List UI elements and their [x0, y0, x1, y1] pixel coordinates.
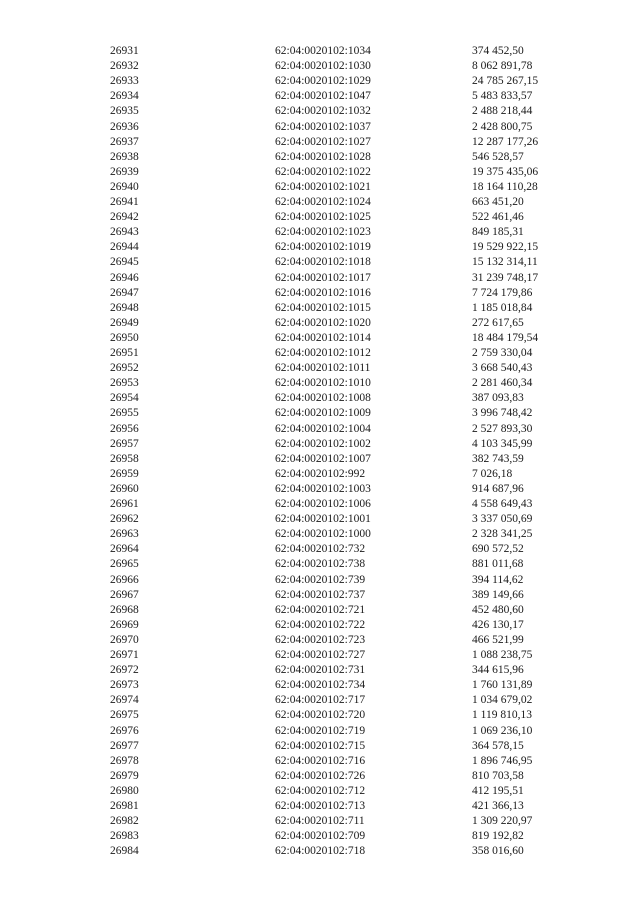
cadastral-value: 412 195,51: [472, 784, 524, 797]
row-number: 26946: [110, 271, 139, 284]
table-row: [0, 497, 640, 512]
cadastral-value: 1 069 236,10: [472, 724, 533, 737]
row-number: 26954: [110, 392, 139, 405]
cadastral-value: 466 521,99: [472, 633, 524, 646]
table-row: [0, 195, 640, 210]
cadastral-value: 374 452,50: [472, 45, 524, 57]
cadastral-number: 62:04:0020102:1007: [275, 452, 371, 465]
cadastral-number: 62:04:0020102:1024: [275, 196, 371, 208]
row-number: 26959: [110, 467, 139, 480]
cadastral-value: 1 896 746,95: [472, 754, 533, 767]
cadastral-value: 663 451,20: [472, 196, 524, 208]
cadastral-number: 62:04:0020102:739: [275, 573, 366, 586]
row-number: 26958: [110, 452, 139, 465]
row-number: 26976: [110, 724, 139, 737]
row-number: 26953: [110, 377, 139, 390]
row-number: 26956: [110, 422, 139, 435]
table-row: [0, 376, 640, 391]
cadastral-number: 62:04:0020102:1012: [275, 347, 371, 359]
table-row: [0, 512, 640, 527]
cadastral-number: 62:04:0020102:1018: [275, 256, 371, 269]
cadastral-number: 62:04:0020102:1034: [275, 45, 371, 57]
table-row: [0, 799, 640, 814]
row-number: 26938: [110, 150, 139, 163]
cadastral-number: 62:04:0020102:1030: [275, 60, 371, 73]
cadastral-number: 62:04:0020102:1025: [275, 211, 371, 224]
cadastral-number: 62:04:0020102:1009: [275, 407, 371, 420]
cadastral-value: 2 281 460,34: [472, 377, 533, 390]
cadastral-value: 12 287 177,26: [472, 135, 539, 148]
cadastral-number: 62:04:0020102:1020: [275, 316, 371, 329]
cadastral-value: 546 528,57: [472, 150, 524, 163]
cadastral-value: 1 185 018,84: [472, 301, 533, 314]
row-number: 26942: [110, 211, 139, 224]
table-row: [0, 754, 640, 769]
table-row: [0, 271, 640, 286]
cadastral-number: 62:04:0020102:723: [275, 633, 366, 646]
row-number: 26964: [110, 543, 139, 556]
cadastral-value: 31 239 748,17: [472, 271, 539, 284]
table-row: [0, 844, 640, 859]
cadastral-value: 3 668 540,43: [472, 362, 533, 375]
cadastral-value: 389 149,66: [472, 588, 524, 601]
cadastral-value: 18 164 110,28: [472, 180, 538, 193]
cadastral-number: 62:04:0020102:726: [275, 769, 366, 782]
row-number: 26934: [110, 90, 139, 103]
cadastral-number: 62:04:0020102:738: [275, 558, 366, 571]
cadastral-value: 24 785 267,15: [472, 75, 539, 88]
cadastral-number: 62:04:0020102:1017: [275, 271, 371, 284]
row-number: 26960: [110, 482, 139, 495]
cadastral-value: 452 480,60: [472, 603, 524, 616]
table-row: [0, 452, 640, 467]
row-number: 26944: [110, 241, 139, 254]
cadastral-value: 19 529 922,15: [472, 241, 539, 254]
row-number: 26974: [110, 694, 139, 707]
cadastral-value: 1 034 679,02: [472, 694, 533, 707]
cadastral-number: 62:04:0020102:720: [275, 709, 366, 722]
cadastral-value: 382 743,59: [472, 452, 524, 465]
row-number: 26935: [110, 105, 139, 118]
table-row: [0, 240, 640, 255]
row-number: 26961: [110, 498, 139, 510]
table-row: [0, 618, 640, 633]
cadastral-number: 62:04:0020102:1047: [275, 90, 371, 103]
row-number: 26975: [110, 709, 139, 722]
cadastral-number: 62:04:0020102:1027: [275, 135, 371, 148]
cadastral-value: 2 759 330,04: [472, 347, 533, 359]
table-row: [0, 542, 640, 557]
cadastral-number: 62:04:0020102:1001: [275, 513, 371, 526]
row-number: 26965: [110, 558, 139, 571]
cadastral-number: 62:04:0020102:719: [275, 724, 366, 737]
cadastral-number: 62:04:0020102:727: [275, 649, 366, 661]
cadastral-value: 7 026,18: [472, 467, 513, 480]
table-row: [0, 89, 640, 104]
row-number: 26978: [110, 754, 139, 767]
cadastral-value: 15 132 314,11: [472, 256, 538, 269]
row-number: 26963: [110, 528, 139, 541]
table-row: [0, 165, 640, 180]
table-row: [0, 301, 640, 316]
table-row: [0, 573, 640, 588]
cadastral-number: 62:04:0020102:1003: [275, 482, 371, 495]
cadastral-number: 62:04:0020102:722: [275, 618, 366, 631]
cadastral-value: 272 617,65: [472, 316, 524, 329]
cadastral-value: 881 011,68: [472, 558, 524, 571]
table-row: [0, 406, 640, 421]
row-number: 26949: [110, 316, 139, 329]
table-row: [0, 391, 640, 406]
row-number: 26931: [110, 45, 139, 57]
table-row: [0, 557, 640, 572]
cadastral-number: 62:04:0020102:1011: [275, 362, 371, 375]
cadastral-value: 18 484 179,54: [472, 331, 539, 344]
row-number: 26933: [110, 75, 139, 88]
table-row: [0, 422, 640, 437]
table-row: [0, 633, 640, 648]
table-row: [0, 784, 640, 799]
row-number: 26971: [110, 649, 139, 661]
row-number: 26968: [110, 603, 139, 616]
table-row: [0, 74, 640, 89]
cadastral-number: 62:04:0020102:1028: [275, 150, 371, 163]
cadastral-value: 690 572,52: [472, 543, 524, 556]
cadastral-value: 1 088 238,75: [472, 649, 533, 661]
table-row: [0, 286, 640, 301]
row-number: 26982: [110, 815, 139, 828]
row-number: 26939: [110, 165, 139, 178]
row-number: 26940: [110, 180, 139, 193]
cadastral-value: 426 130,17: [472, 618, 524, 631]
row-number: 26981: [110, 800, 139, 812]
row-number: 26969: [110, 618, 139, 631]
row-number: 26983: [110, 830, 139, 843]
cadastral-number: 62:04:0020102:716: [275, 754, 366, 767]
cadastral-number: 62:04:0020102:1002: [275, 437, 371, 450]
table-row: [0, 135, 640, 150]
row-number: 26936: [110, 120, 139, 133]
cadastral-value: 2 488 218,44: [472, 105, 533, 118]
cadastral-value: 8 062 891,78: [472, 60, 533, 73]
cadastral-number: 62:04:0020102:732: [275, 543, 366, 556]
table-row: [0, 467, 640, 482]
cadastral-number: 62:04:0020102:1008: [275, 392, 371, 405]
cadastral-number: 62:04:0020102:1006: [275, 498, 371, 510]
cadastral-number: 62:04:0020102:1016: [275, 286, 371, 299]
cadastral-number: 62:04:0020102:1023: [275, 226, 371, 239]
row-number: 26932: [110, 60, 139, 73]
cadastral-number: 62:04:0020102:711: [275, 815, 365, 828]
cadastral-value: 4 558 649,43: [472, 498, 533, 510]
cadastral-value: 3 337 050,69: [472, 513, 533, 526]
row-number: 26951: [110, 347, 139, 359]
cadastral-value: 7 724 179,86: [472, 286, 533, 299]
table-row: [0, 331, 640, 346]
cadastral-number: 62:04:0020102:1029: [275, 75, 371, 88]
table-row: [0, 739, 640, 754]
cadastral-value: 2 328 341,25: [472, 528, 533, 541]
row-number: 26957: [110, 437, 139, 450]
cadastral-value: 5 483 833,57: [472, 90, 533, 103]
row-number: 26980: [110, 784, 139, 797]
cadastral-number: 62:04:0020102:1014: [275, 331, 371, 344]
cadastral-number: 62:04:0020102:734: [275, 679, 366, 692]
table-row: [0, 225, 640, 240]
row-number: 26972: [110, 664, 139, 677]
table-row: [0, 44, 640, 59]
cadastral-value: 4 103 345,99: [472, 437, 533, 450]
cadastral-number: 62:04:0020102:1037: [275, 120, 371, 133]
cadastral-number: 62:04:0020102:1000: [275, 528, 371, 541]
cadastral-number: 62:04:0020102:1015: [275, 301, 371, 314]
table-row: [0, 603, 640, 618]
table-row: [0, 527, 640, 542]
row-number: 26967: [110, 588, 139, 601]
table-row: [0, 104, 640, 119]
cadastral-number: 62:04:0020102:1010: [275, 377, 371, 390]
cadastral-number: 62:04:0020102:712: [275, 784, 366, 797]
table-row: [0, 255, 640, 270]
cadastral-number: 62:04:0020102:731: [275, 664, 366, 677]
cadastral-value: 19 375 435,06: [472, 165, 539, 178]
cadastral-value: 364 578,15: [472, 739, 524, 752]
table-row: [0, 708, 640, 723]
cadastral-number: 62:04:0020102:709: [275, 830, 366, 843]
row-number: 26977: [110, 739, 139, 752]
table-row: [0, 588, 640, 603]
cadastral-value: 421 366,13: [472, 800, 524, 812]
cadastral-number: 62:04:0020102:715: [275, 739, 366, 752]
cadastral-value: 1 119 810,13: [472, 709, 532, 722]
row-number: 26941: [110, 196, 139, 208]
cadastral-value: 2 527 893,30: [472, 422, 533, 435]
table-row: [0, 829, 640, 844]
table-row: [0, 120, 640, 135]
row-number: 26948: [110, 301, 139, 314]
cadastral-value: 1 760 131,89: [472, 679, 533, 692]
cadastral-value: 810 703,58: [472, 769, 524, 782]
table-row: [0, 814, 640, 829]
cadastral-value: 1 309 220,97: [472, 815, 533, 828]
row-number: 26947: [110, 286, 139, 299]
cadastral-number: 62:04:0020102:718: [275, 845, 366, 858]
cadastral-value: 2 428 800,75: [472, 120, 533, 133]
table-row: [0, 693, 640, 708]
cadastral-value: 358 016,60: [472, 845, 524, 858]
table-row: [0, 724, 640, 739]
table-row: [0, 180, 640, 195]
row-number: 26966: [110, 573, 139, 586]
cadastral-value: 387 093,83: [472, 392, 524, 405]
table-row: [0, 678, 640, 693]
table-row: [0, 437, 640, 452]
row-number: 26937: [110, 135, 139, 148]
cadastral-value: 819 192,82: [472, 830, 524, 843]
table-row: [0, 663, 640, 678]
table-row: [0, 648, 640, 663]
cadastral-number: 62:04:0020102:1032: [275, 105, 371, 118]
cadastral-number: 62:04:0020102:713: [275, 800, 366, 812]
row-number: 26955: [110, 407, 139, 420]
cadastral-number: 62:04:0020102:1021: [275, 180, 371, 193]
table-row: [0, 361, 640, 376]
row-number: 26970: [110, 633, 139, 646]
cadastral-value: 522 461,46: [472, 211, 524, 224]
cadastral-value: 914 687,96: [472, 482, 524, 495]
table-row: [0, 482, 640, 497]
table-row: [0, 59, 640, 74]
row-number: 26973: [110, 679, 139, 692]
row-number: 26950: [110, 331, 139, 344]
cadastral-number: 62:04:0020102:1022: [275, 165, 371, 178]
table-row: [0, 346, 640, 361]
row-number: 26943: [110, 226, 139, 239]
table-row: [0, 316, 640, 331]
row-number: 26979: [110, 769, 139, 782]
cadastral-value: 3 996 748,42: [472, 407, 533, 420]
row-number: 26962: [110, 513, 139, 526]
cadastral-value: 394 114,62: [472, 573, 524, 586]
row-number: 26952: [110, 362, 139, 375]
row-number: 26945: [110, 256, 139, 269]
cadastral-number: 62:04:0020102:992: [275, 467, 366, 480]
cadastral-number: 62:04:0020102:717: [275, 694, 366, 707]
table-row: [0, 769, 640, 784]
cadastral-value: 849 185,31: [472, 226, 524, 239]
table-row: [0, 210, 640, 225]
cadastral-number: 62:04:0020102:721: [275, 603, 366, 616]
row-number: 26984: [110, 845, 139, 858]
cadastral-value: 344 615,96: [472, 664, 524, 677]
cadastral-number: 62:04:0020102:1019: [275, 241, 371, 254]
cadastral-number: 62:04:0020102:1004: [275, 422, 371, 435]
cadastral-number: 62:04:0020102:737: [275, 588, 366, 601]
table-row: [0, 150, 640, 165]
